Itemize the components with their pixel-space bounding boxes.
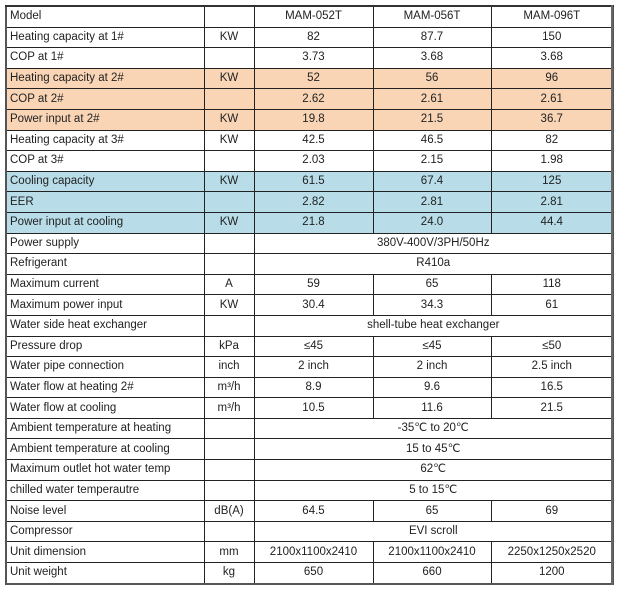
value-cell: 9.6	[373, 377, 491, 398]
value-cell: 21.5	[491, 398, 613, 419]
unit-cell: KW	[204, 109, 254, 130]
unit-cell: A	[204, 274, 254, 295]
merged-value-cell: -35℃ to 20℃	[254, 418, 613, 439]
param-label: Ambient temperature at heating	[6, 418, 204, 439]
param-label: Power input at cooling	[6, 212, 204, 233]
header-model-name: MAM-052T	[254, 6, 373, 27]
value-cell: 2100x1100x2410	[254, 542, 373, 563]
value-cell: 21.5	[373, 109, 491, 130]
value-cell: 56	[373, 68, 491, 89]
value-cell: 8.9	[254, 377, 373, 398]
value-cell: 69	[491, 501, 613, 522]
value-cell: 65	[373, 274, 491, 295]
merged-value-cell: 380V-400V/3PH/50Hz	[254, 233, 613, 254]
unit-cell	[204, 460, 254, 481]
table-row	[6, 151, 613, 172]
param-label: Maximum current	[6, 274, 204, 295]
value-cell: 24.0	[373, 212, 491, 233]
param-label: Power input at 2#	[6, 109, 204, 130]
unit-cell	[204, 315, 254, 336]
value-cell: 118	[491, 274, 613, 295]
value-cell: 61.5	[254, 171, 373, 192]
param-label: Heating capacity at 1#	[6, 27, 204, 48]
value-cell: 2 inch	[373, 357, 491, 378]
param-label: Water flow at cooling	[6, 398, 204, 419]
table-row	[6, 357, 613, 378]
param-label: COP at 3#	[6, 151, 204, 172]
value-cell: 3.68	[491, 48, 613, 69]
value-cell: 11.6	[373, 398, 491, 419]
value-cell: 36.7	[491, 109, 613, 130]
table-row	[6, 68, 613, 89]
value-cell: 96	[491, 68, 613, 89]
unit-cell	[204, 521, 254, 542]
value-cell: 44.4	[491, 212, 613, 233]
unit-cell: m³/h	[204, 398, 254, 419]
value-cell: 150	[491, 27, 613, 48]
unit-cell: dB(A)	[204, 501, 254, 522]
unit-cell: kg	[204, 563, 254, 584]
value-cell: 660	[373, 563, 491, 584]
value-cell: 30.4	[254, 295, 373, 316]
value-cell: 1.98	[491, 151, 613, 172]
value-cell: 21.8	[254, 212, 373, 233]
spec-table	[5, 5, 614, 585]
table-row	[6, 501, 613, 522]
value-cell: 2.03	[254, 151, 373, 172]
value-cell: 2 inch	[254, 357, 373, 378]
unit-cell	[204, 480, 254, 501]
value-cell: 10.5	[254, 398, 373, 419]
param-label: Unit dimension	[6, 542, 204, 563]
value-cell: 82	[254, 27, 373, 48]
merged-value-cell: 15 to 45℃	[254, 439, 613, 460]
unit-cell	[204, 151, 254, 172]
value-cell: 19.8	[254, 109, 373, 130]
param-label: Power supply	[6, 233, 204, 254]
value-cell: 82	[491, 130, 613, 151]
param-label: Ambient temperature at cooling	[6, 439, 204, 460]
value-cell: ≤45	[373, 336, 491, 357]
table-row	[6, 27, 613, 48]
header-model-name: MAM-056T	[373, 6, 491, 27]
value-cell: 2100x1100x2410	[373, 542, 491, 563]
value-cell: 16.5	[491, 377, 613, 398]
table-row	[6, 542, 613, 563]
param-label: Pressure drop	[6, 336, 204, 357]
value-cell: 87.7	[373, 27, 491, 48]
value-cell: 2.81	[373, 192, 491, 213]
table-row	[6, 377, 613, 398]
unit-cell: m³/h	[204, 377, 254, 398]
table-row	[6, 274, 613, 295]
value-cell: 3.68	[373, 48, 491, 69]
param-label: Water side heat exchanger	[6, 315, 204, 336]
unit-cell: KW	[204, 171, 254, 192]
unit-cell	[204, 192, 254, 213]
table-row	[6, 171, 613, 192]
table-row	[6, 563, 613, 584]
value-cell: 46.5	[373, 130, 491, 151]
header-model: Model	[6, 6, 204, 27]
table-header-row	[6, 6, 613, 27]
table-row	[6, 315, 613, 336]
param-label: Unit weight	[6, 563, 204, 584]
unit-cell: mm	[204, 542, 254, 563]
table-row	[6, 418, 613, 439]
value-cell: ≤50	[491, 336, 613, 357]
param-label: Heating capacity at 2#	[6, 68, 204, 89]
table-row	[6, 233, 613, 254]
table-row	[6, 336, 613, 357]
value-cell: 42.5	[254, 130, 373, 151]
value-cell: 64.5	[254, 501, 373, 522]
value-cell: 2.82	[254, 192, 373, 213]
table-row	[6, 439, 613, 460]
param-label: COP at 2#	[6, 89, 204, 110]
merged-value-cell: EVI scroll	[254, 521, 613, 542]
param-label: Compressor	[6, 521, 204, 542]
value-cell: 67.4	[373, 171, 491, 192]
merged-value-cell: 62℃	[254, 460, 613, 481]
param-label: chilled water temperautre	[6, 480, 204, 501]
param-label: Water pipe connection	[6, 357, 204, 378]
value-cell: 2.61	[491, 89, 613, 110]
param-label: Cooling capacity	[6, 171, 204, 192]
value-cell: 125	[491, 171, 613, 192]
merged-value-cell: shell-tube heat exchanger	[254, 315, 613, 336]
value-cell: 61	[491, 295, 613, 316]
unit-cell: KW	[204, 212, 254, 233]
value-cell: 3.73	[254, 48, 373, 69]
table-row	[6, 109, 613, 130]
param-label: Water flow at heating 2#	[6, 377, 204, 398]
table-row	[6, 254, 613, 275]
param-label: Refrigerant	[6, 254, 204, 275]
unit-cell	[204, 48, 254, 69]
unit-cell: KW	[204, 130, 254, 151]
value-cell: ≤45	[254, 336, 373, 357]
table-row	[6, 192, 613, 213]
merged-value-cell: 5 to 15℃	[254, 480, 613, 501]
table-row	[6, 480, 613, 501]
value-cell: 2.5 inch	[491, 357, 613, 378]
value-cell: 2.81	[491, 192, 613, 213]
unit-cell	[204, 233, 254, 254]
param-label: Noise level	[6, 501, 204, 522]
unit-cell	[204, 89, 254, 110]
value-cell: 65	[373, 501, 491, 522]
value-cell: 2.15	[373, 151, 491, 172]
unit-cell: inch	[204, 357, 254, 378]
unit-cell: kPa	[204, 336, 254, 357]
table-row	[6, 130, 613, 151]
value-cell: 2.62	[254, 89, 373, 110]
unit-cell: KW	[204, 27, 254, 48]
unit-cell: KW	[204, 68, 254, 89]
unit-cell	[204, 439, 254, 460]
table-row	[6, 398, 613, 419]
table-row	[6, 521, 613, 542]
header-model-name: MAM-096T	[491, 6, 613, 27]
param-label: COP at 1#	[6, 48, 204, 69]
param-label: Maximum outlet hot water temp	[6, 460, 204, 481]
param-label: EER	[6, 192, 204, 213]
unit-cell	[204, 254, 254, 275]
param-label: Maximum power input	[6, 295, 204, 316]
unit-cell	[204, 418, 254, 439]
param-label: Heating capacity at 3#	[6, 130, 204, 151]
table-row	[6, 460, 613, 481]
table-row	[6, 212, 613, 233]
merged-value-cell: R410a	[254, 254, 613, 275]
unit-cell: KW	[204, 295, 254, 316]
table-row	[6, 295, 613, 316]
value-cell: 59	[254, 274, 373, 295]
table-row	[6, 89, 613, 110]
value-cell: 34.3	[373, 295, 491, 316]
value-cell: 52	[254, 68, 373, 89]
value-cell: 650	[254, 563, 373, 584]
value-cell: 1200	[491, 563, 613, 584]
table-right-border	[611, 5, 613, 585]
table-row	[6, 48, 613, 69]
value-cell: 2250x1250x2520	[491, 542, 613, 563]
header-unit	[204, 6, 254, 27]
value-cell: 2.61	[373, 89, 491, 110]
